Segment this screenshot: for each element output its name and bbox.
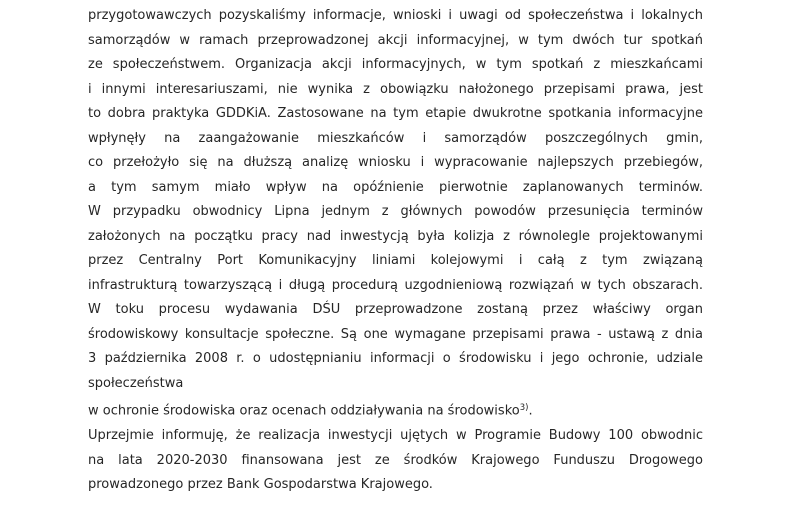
text-line-content: przez Centralny Port Komunikacyjny liniami kolejowymi i całą z tym związaną xyxy=(88,253,703,268)
text-line xyxy=(88,29,703,54)
text-line xyxy=(88,298,703,323)
text-line-content: Uprzejmie informuję, że realizacja inwestycji ujętych w Programie Budowy 100 obwodnic xyxy=(88,428,703,443)
text-line-content: na lata 2020-2030 finansowana jest ze środków Krajowego Funduszu Drogowego xyxy=(88,452,703,468)
text-line xyxy=(88,473,703,498)
text-line-content: co przełożyło się na dłuższą analizę wniosku i wypracowanie najlepszych przebiegów, xyxy=(88,155,703,170)
text-line xyxy=(88,323,703,348)
text-line-content: infrastrukturą towarzyszącą i długą procedurą uzgodnieniową rozwiązań w tych obszarach. xyxy=(88,277,703,293)
text-line-content: społeczeństwa xyxy=(88,375,184,391)
text-line-tail: . xyxy=(528,403,533,419)
text-line xyxy=(88,102,703,127)
text-line-content: i innymi interesariuszami, nie wynika z obowiązku nałożonego przepisami prawa, jest xyxy=(88,81,703,97)
footnote-marker: 3) xyxy=(519,403,529,413)
document-text xyxy=(88,4,703,498)
text-line-content: ze społeczeństwem. Organizacja akcji informacyjnych, w tym spotkań z mieszkańcami xyxy=(88,57,703,72)
text-line xyxy=(88,78,703,103)
text-line xyxy=(88,200,703,225)
text-line xyxy=(88,4,703,29)
text-line-content: W przypadku obwodnicy Lipna jednym z głównych powodów przesunięcia terminów xyxy=(88,204,703,219)
text-line xyxy=(88,424,703,449)
text-line xyxy=(88,347,703,372)
text-line xyxy=(88,176,703,201)
text-line-content: założonych na początku pracy nad inwestycją była kolizja z równolegle projektowanymi xyxy=(88,228,703,244)
text-line xyxy=(88,449,703,474)
text-line-content: środowiskowy konsultacje społeczne. Są one wymagane przepisami prawa - ustawą z dnia xyxy=(88,326,703,342)
text-line-content: to dobra praktyka GDDKiA. Zastosowane na tym etapie dwukrotne spotkania informacyjne xyxy=(88,106,703,121)
text-line xyxy=(88,396,703,424)
text-line-content: w ochronie środowiska oraz ocenach oddziaływania na środowisko xyxy=(88,403,520,419)
text-line-content: a tym samym miało wpływ na opóźnienie pierwotnie zaplanowanych terminów. xyxy=(88,179,703,195)
text-line-content: przygotowawczych pozyskaliśmy informacje, wnioski i uwagi od społeczeństwa i lokalnych xyxy=(88,8,703,23)
text-line xyxy=(88,151,703,176)
text-line xyxy=(88,249,703,274)
text-line xyxy=(88,127,703,152)
text-line-content: wpłynęły na zaangażowanie mieszkańców i samorządów poszczególnych gmin, xyxy=(88,130,703,146)
text-line xyxy=(88,225,703,250)
text-line xyxy=(88,53,703,78)
text-line-content: 3 października 2008 r. o udostępnianiu informacji o środowisku i jego ochronie, udziale xyxy=(88,351,703,366)
text-line-content: prowadzonego przez Bank Gospodarstwa Krajowego. xyxy=(88,477,433,492)
text-line-content: samorządów w ramach przeprowadzonej akcji informacyjnej, w tym dwóch tur spotkań xyxy=(88,32,703,48)
text-line xyxy=(88,372,703,397)
text-line-content: W toku procesu wydawania DŚU przeprowadzone zostaną przez właściwy organ xyxy=(88,302,703,317)
text-line xyxy=(88,274,703,299)
